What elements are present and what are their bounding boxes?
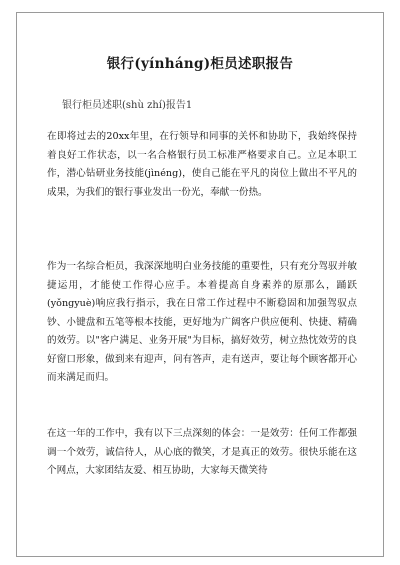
paragraph-1: 在即将过去的20xx年里，在行领导和同事的关怀和协助下，我始终保持着良好工作状态，以一名合格银行员工标准严格要求自己。立足本职工作，潜心钻研业务技能(jìnéng)，使自己能在平凡的岗位上做出不平凡的成果，为我们的银行事业发出一份光，奉献一份热。 <box>47 131 357 198</box>
paragraph-2: 作为一名综合柜员，我深深地明白业务技能的重要性，只有充分驾驭并敏捷运用，才能使工作得心应手。本着提高自身素养的原那么，踊跃(yǒngyuè)响应我行指示，我在日常工作过程中不断稳固和加强驾驭点钞、小键盘和五笔等根本技能，更好地为广阔客户供应便利、快捷、精确的效劳。以"客户满足、业务开展"为目标，搞好效劳，树立热忱效劳的良好窗口形象，做到来有迎声，问有答声，走有送声，要让每个顾客都开心而来满足而归。 <box>47 261 357 383</box>
document-subtitle: 银行柜员述职(shù zhí)报告1 <box>62 100 193 111</box>
paragraph-3: 在这一年的工作中，我有以下三点深刻的体会：一是效劳：任何工作都强调一个效劳，诚信待人，从心底的微笑，才是真正的效劳。很快乐能在这个网点，大家团结友爱、相互协助，大家每天微笑待 <box>47 428 357 476</box>
document-title: 银行(yínháng)柜员述职报告 <box>106 56 294 72</box>
